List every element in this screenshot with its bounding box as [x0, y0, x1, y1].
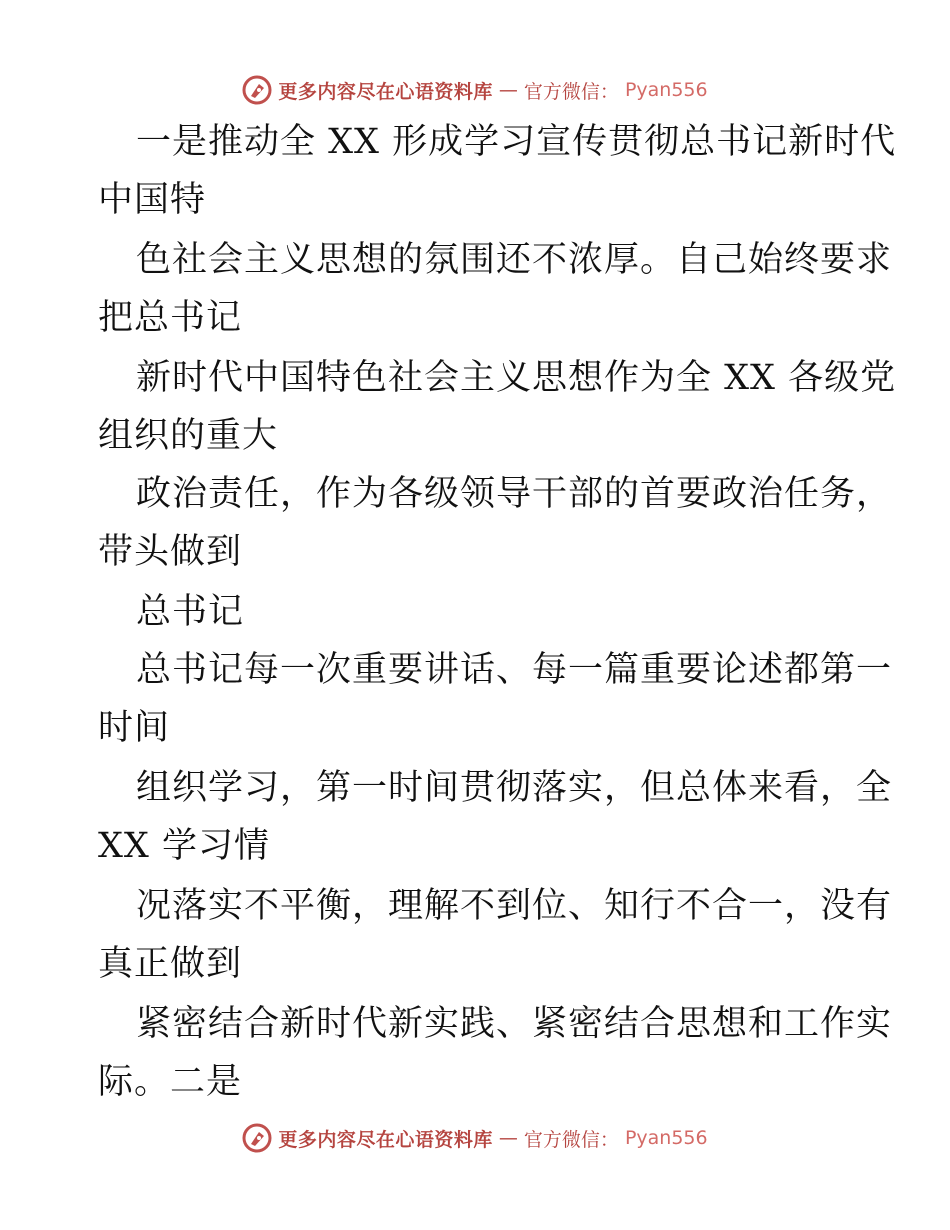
watermark-dash: —: [498, 1127, 518, 1149]
text-line: 紧密结合新时代新实践、紧密结合思想和工作实: [136, 1004, 893, 1044]
text-line: XX 学习情: [98, 826, 270, 866]
text-line: 政治责任，作为各级领导干部的首要政治任务，: [136, 474, 893, 514]
watermark-wechat-id: Pyan556: [624, 79, 708, 101]
footer-watermark: [0, 1118, 950, 1158]
pen-nib-circle-icon: [242, 75, 272, 105]
text-line: 组织学习，第一时间贯彻落实，但总体来看，全: [136, 768, 893, 808]
watermark-dash: —: [498, 79, 518, 101]
pen-nib-circle-icon: [242, 1123, 272, 1153]
text-line: 新时代中国特色社会主义思想作为全 XX 各级党: [136, 358, 897, 398]
text-line: 况落实不平衡，理解不到位、知行不合一，没有: [136, 886, 893, 926]
text-line: 组织的重大: [98, 416, 279, 456]
watermark-text: 更多内容尽在心语资料库: [278, 80, 493, 103]
watermark-wechat-label: 官方微信：: [523, 80, 619, 103]
watermark-wechat-label: 官方微信：: [523, 1128, 619, 1151]
text-line: 际。二是: [98, 1062, 243, 1102]
text-line: 把总书记: [98, 298, 243, 338]
watermark-wechat-id: Pyan556: [624, 1127, 708, 1149]
text-line: 一是推动全 XX 形成学习宣传贯彻总书记新时代: [136, 122, 897, 162]
text-line: 总书记每一次重要讲话、每一篇重要论述都第一: [136, 650, 893, 690]
text-line: 中国特: [98, 180, 207, 220]
header-watermark: [0, 70, 950, 110]
watermark-text: 更多内容尽在心语资料库: [278, 1128, 493, 1151]
text-line: 时间: [98, 708, 171, 748]
text-line: 色社会主义思想的氛围还不浓厚。自己始终要求: [136, 240, 893, 280]
text-line: 真正做到: [98, 944, 243, 984]
text-line: 带头做到: [98, 532, 243, 572]
text-line: 总书记: [136, 592, 245, 632]
